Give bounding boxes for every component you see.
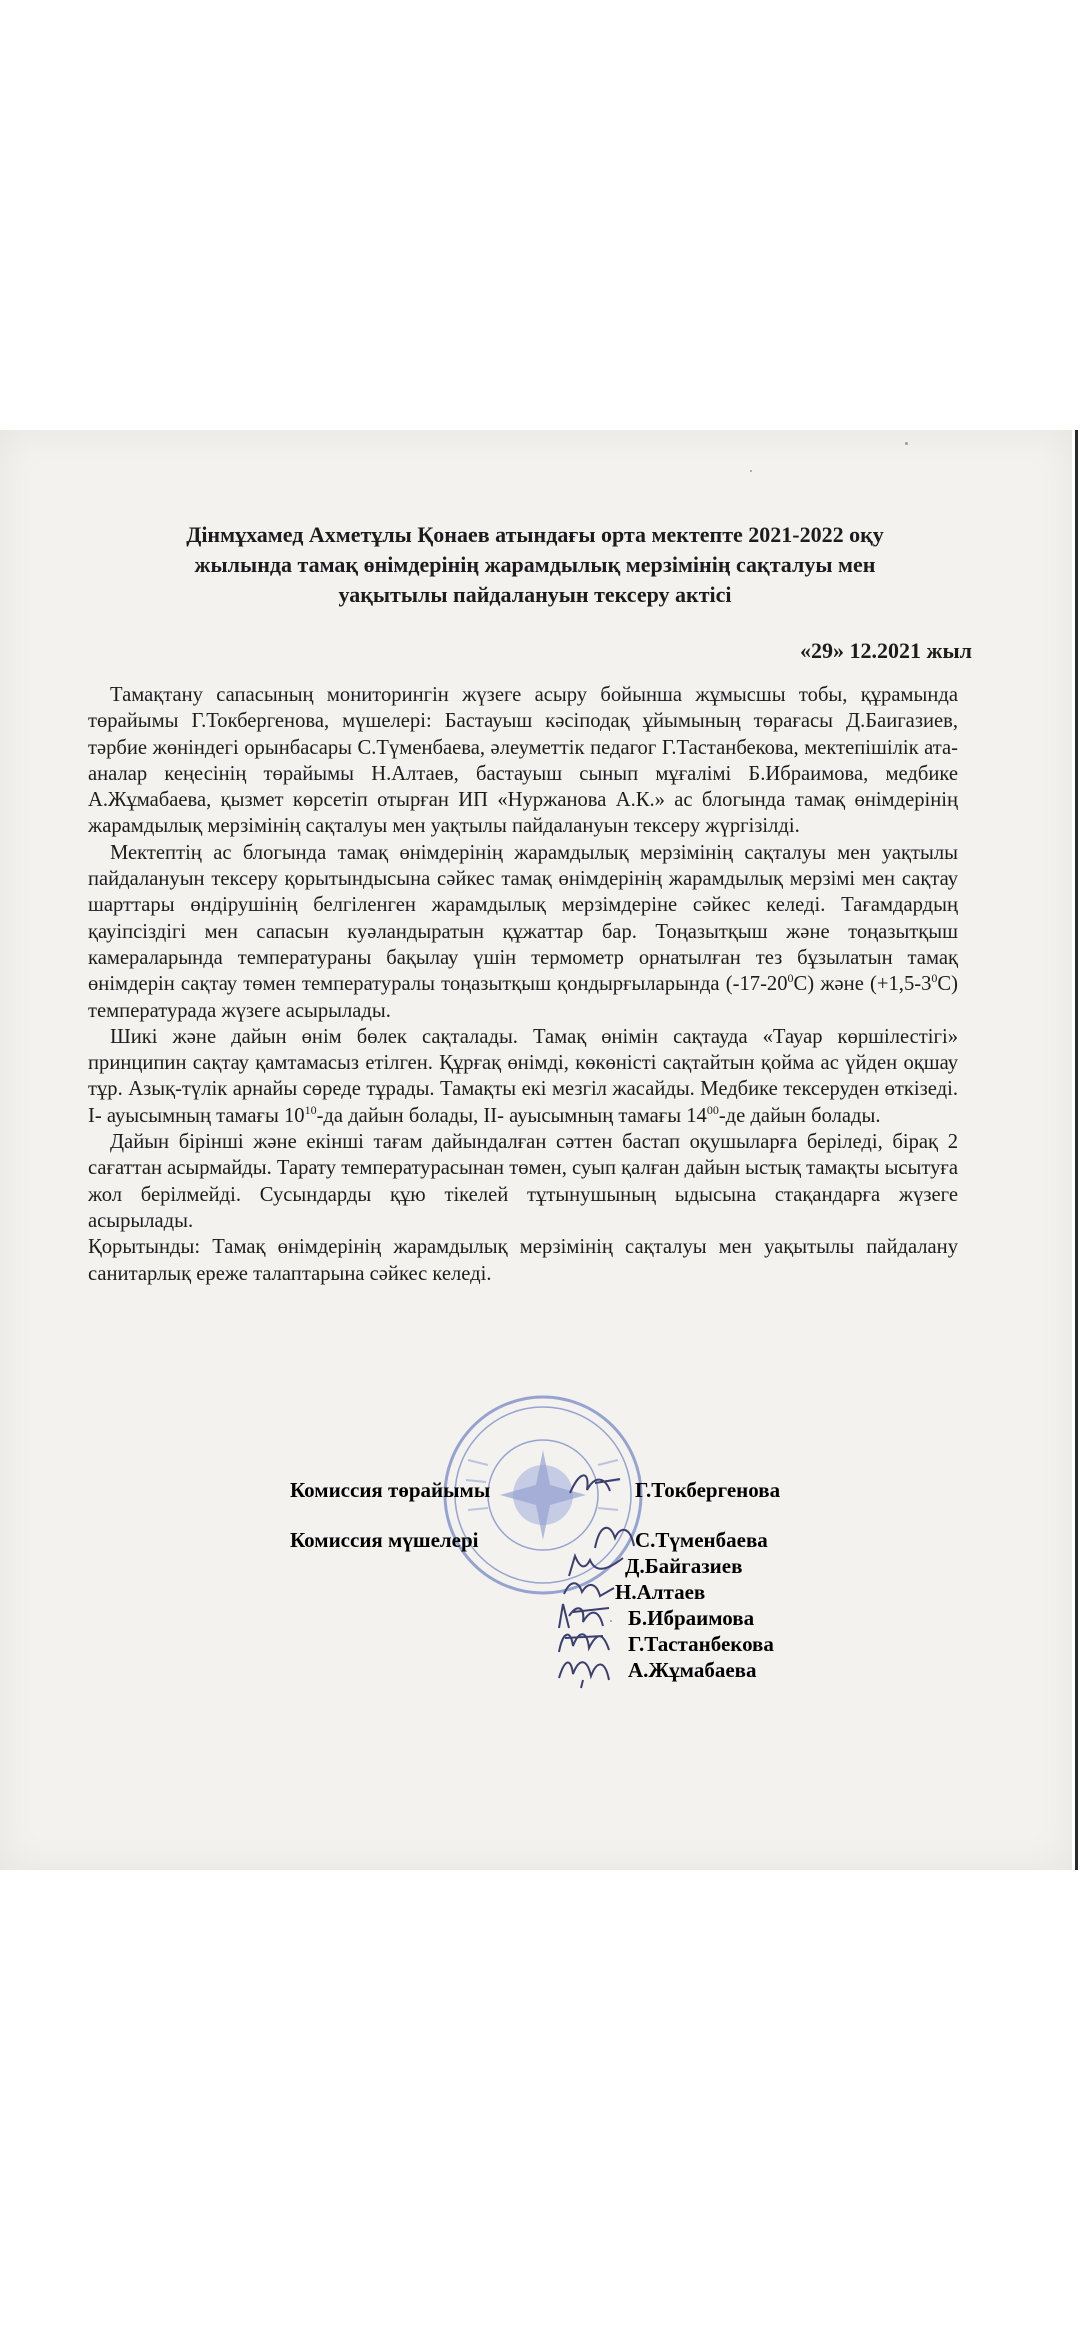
- paragraph-text: температурада жүзеге асырылады.: [88, 999, 391, 1022]
- degree-sup: 0: [931, 971, 938, 986]
- temp-value: (+1,5-3: [870, 973, 932, 996]
- temp-unit: C): [937, 973, 958, 996]
- member-name: Г.Тастанбекова: [628, 1632, 774, 1656]
- chair-name: Г.Токбергенова: [635, 1478, 781, 1502]
- signature-block: [0, 430, 1072, 1870]
- paragraph-text: -де дайын болады.: [718, 1104, 881, 1127]
- conclusion: Қорытынды: Тамақ өнімдерінің жарамдылық мерзімінің сақталуы мен уақытылы пайдалану санитарлық ереже талаптарына сәйкес келеді.: [88, 1236, 958, 1285]
- title-line: уақытылы пайдалануын тексеру актісі: [338, 582, 732, 607]
- paragraph: Тамақтану сапасының мониторингін жүзеге асыру бойынша жұмысшы тобы, құрамында төрайымы Г.Токбергенова, мүшелері: Бастауыш кәсіподақ ұйымының төрағасы Д.Баигазиев, тәрбие жөніндегі орынбасары С.Түменбаева, әлеуметтік педагог Г.Тастанбекова, мектепішілік ата-аналар кеңесінің төрайымы Н.Алтаев, бастауыш сынып мұғалімі Б.Ибраимова, медбике А.Жұмабаева, қызмет көрсетіп отырған ИП «Нуржанова А.К.» ас блогында тамақ өнімдерінің жарамдылық мерзімінің сақталуы мен уақтылы пайдалануын тексеру жүргізілді.: [88, 684, 958, 838]
- member-name: А.Жұмабаева: [628, 1658, 757, 1682]
- members-label: Комиссия мүшелері: [290, 1528, 479, 1552]
- handwritten-signature: [565, 1465, 625, 1505]
- paragraph-text: Мектептің ас блогында тамақ өнімдерінің жарамдылық мерзімінің сақталуы мен уақтылы пайдалануын тексеру қорытындысына сәйкес тамақ өнімдерінің жарамдылық мерзімі мен сақтау шарттары өндірушінің белгіленген жарамдылық мерзімдеріне сәйкес келеді. Тағамдардың қауіпсіздігі мен сапасын куәландыратын құжаттар бар. Тоңазытқыш және тоңазытқыш камераларында температураны бақылау үшін термометр орнатылған тез бұзылатын тамақ өнімдерін сақтау төмен температуралы тоңазытқыш қондырғыларында: [88, 841, 958, 996]
- temp-value: (-17-20: [725, 973, 788, 996]
- conjunction: және: [820, 973, 864, 996]
- chair-label: Комиссия төрайымы: [290, 1478, 491, 1502]
- document-date: «29» 12.2021 жыл: [800, 638, 972, 663]
- handwritten-signature: [553, 1650, 615, 1690]
- time-sup: 00: [706, 1102, 719, 1117]
- member-name: С.Түменбаева: [635, 1528, 768, 1552]
- member-name: Н.Алтаев: [615, 1580, 706, 1604]
- paragraph-text: -да дайын болады, II- ауысымның тамағы 14: [316, 1104, 707, 1127]
- title-line: жылында тамақ өнімдерінің жарамдылық мерзімінің сақталуы мен: [194, 552, 876, 577]
- degree-sup: 0: [787, 971, 794, 986]
- member-name: Б.Ибраимова: [628, 1606, 755, 1630]
- member-name: Д.Байгазиев: [625, 1554, 743, 1578]
- page-edge: [1075, 430, 1078, 1870]
- temp-unit: C): [793, 973, 815, 996]
- paragraph: Дайын бірінші және екінші тағам дайындалған сәттен бастап оқушыларға беріледі, бірақ 2 сағаттан асырмайды. Тарату температурасынан төмен, суып қалған дайын ыстық тамақты ысытуға жол берілмейді. Сусындарды құю тікелей тұтынушының ыдысына стақандарға жүзеге асырылады.: [88, 1131, 958, 1232]
- title-line: Дінмұхамед Ахметұлы Қонаев атындағы орта мектепте 2021-2022 оқу: [186, 522, 884, 547]
- scanned-page: [0, 430, 1072, 1870]
- paragraph-text: Шикі және дайын өнім бөлек сақталады. Тамақ өнімін сақтауда «Тауар көршілестігі» принципин сақтау қамтамасыз етілген. Құрғақ өнімді, көкөністі сақтайтын қойма ас үйден оқшау тұр. Азық-түлік арнайы сөреде тұрады. Тамақты екі мезгіл жасайды. Медбике тексеруден өткізеді. I- ауысымның тамағы 10: [88, 1025, 958, 1127]
- time-sup: 10: [304, 1102, 317, 1117]
